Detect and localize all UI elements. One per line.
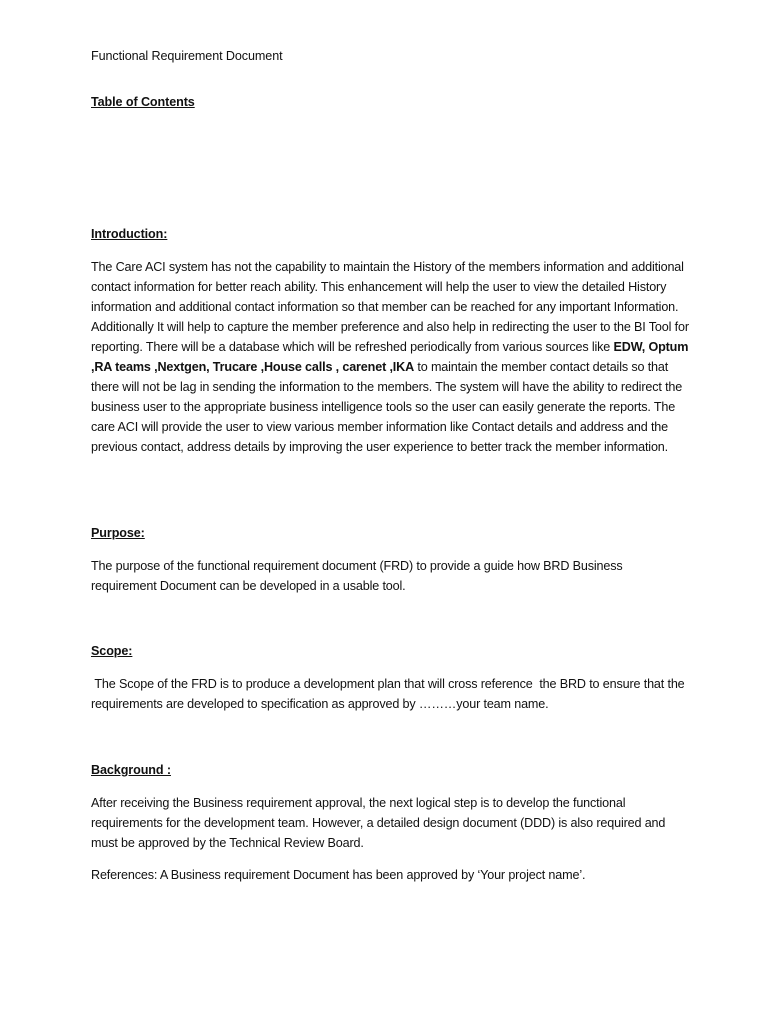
scope-paragraph: The Scope of the FRD is to produce a development plan that will cross reference the BRD to ensure that the requirements are developed to specification as approved by ………your team name. — [91, 677, 688, 711]
purpose-paragraph: The purpose of the functional requirement document (FRD) to provide a guide how BRD Business requirement Document can be developed in a usable tool. — [91, 559, 623, 593]
purpose-heading: Purpose: — [91, 526, 145, 540]
references-paragraph: References: A Business requirement Document has been approved by ‘Your project name’. — [91, 868, 586, 882]
introduction-text-part-2: to maintain the member contact details so that there will not be lag in sending the information to the members. The system will have the ability to redirect the business user to the appropriate business intelligence tools so the user can easily generate the reports. The care ACI will provide the user to view various member information like Contact details and address and the previous contact, address details by improving the user experience to better track the member information. — [91, 360, 683, 454]
introduction-paragraph — [91, 257, 691, 457]
background-heading: Background : — [91, 763, 171, 777]
scope-heading: Scope: — [91, 644, 133, 658]
introduction-text-part-1: The Care ACI system has not the capability to maintain the History of the members information and additional contact information for better reach ability. This enhancement will help the user to view the detailed History information and additional contact information so that member can be reached for any important Information. Additionally It will help to capture the member preference and also help in redirecting the user to the BI Tool for reporting. There will be a database which will be refreshed periodically from various sources like — [91, 260, 689, 354]
toc-heading: Table of Contents — [91, 95, 195, 109]
background-paragraph: After receiving the Business requirement approval, the next logical step is to develop the functional requirements for the development team. However, a detailed design document (DDD) is also required and must be approved by the Technical Review Board. — [91, 796, 666, 850]
introduction-heading: Introduction: — [91, 227, 168, 241]
document-title: Functional Requirement Document — [91, 49, 283, 63]
introduction-sources: EDW, Optum ,RA teams ,Nextgen, Trucare ,House calls , carenet ,IKA — [91, 340, 689, 374]
